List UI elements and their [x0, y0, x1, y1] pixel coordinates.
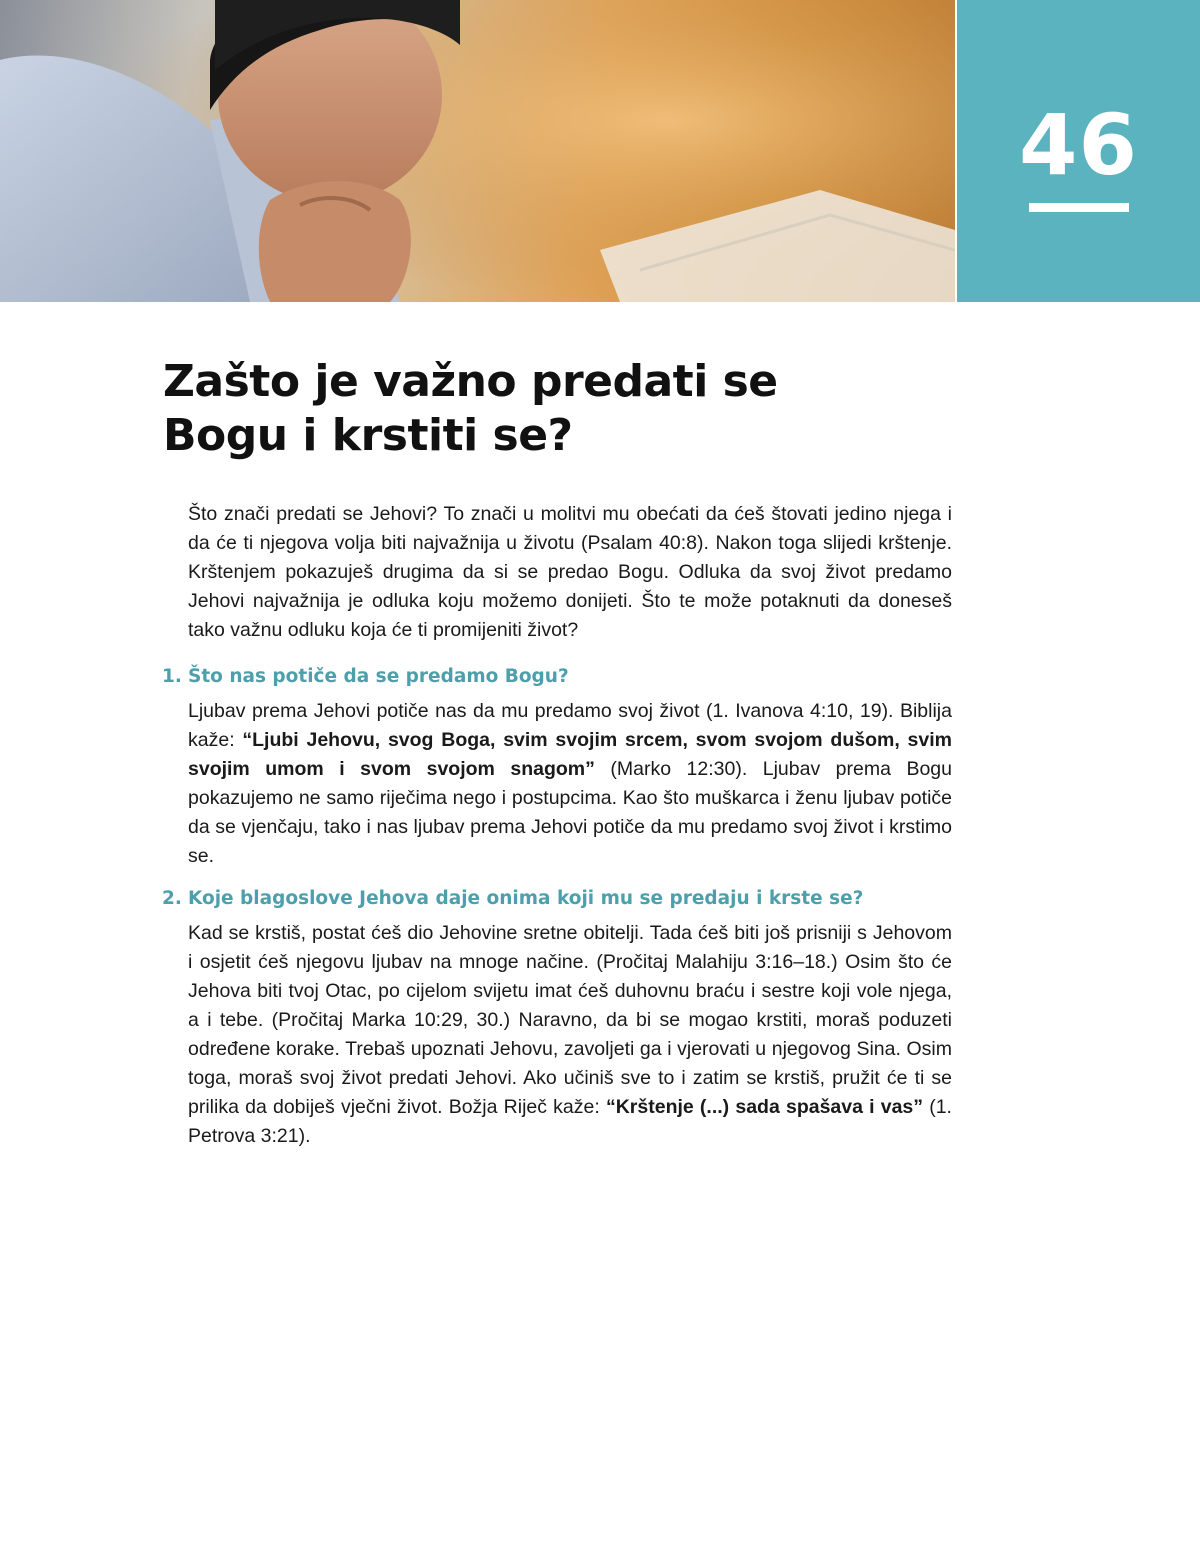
question-heading: [162, 663, 952, 691]
lesson-number: 46: [1019, 96, 1138, 194]
lesson-number-block: [957, 0, 1200, 302]
question-heading: [162, 885, 952, 913]
page-title: [163, 355, 923, 463]
answer-text: (Marko 12:30). Ljubav prema Bogu pokazujemo ne samo riječima nego i postupcima. Kao što muškarca i ženu ljubav potiče da se vjenčaju, tako i nas ljubav prema Jehovi potiče da mu predamo svoj život i krstimo se.: [188, 758, 952, 867]
lesson-content: [162, 500, 952, 1165]
intro-paragraph: Što znači predati se Jehovi? To znači u molitvi mu obećati da ćeš štovati jedino njega i da će ti njegova volja biti najvažnija u životu (Psalam 40:8). Nakon toga slijedi krštenje. Krštenjem pokazuješ drugima da si se predao Bogu. Odluka da svoj život predamo Jehovi najvažnija je odluka koju možemo donijeti. Što te može potaknuti da doneseš tako važnu odluku koja će ti promijeniti život?: [188, 503, 952, 641]
lesson-number-underline: [1029, 203, 1129, 212]
answer-text: (1. Petrova 3:21).: [188, 1096, 952, 1147]
answer-text: Ljubav prema Jehovi potiče nas da mu predamo svoj život (1. Ivanova 4:10, 19). Biblija kaže:: [188, 700, 952, 751]
question-text: Koje blagoslove Jehova daje onima koji mu se predaju i krste se?: [188, 888, 864, 909]
answer-paragraph: [188, 697, 952, 871]
question-number: 1.: [162, 666, 182, 687]
title-line-1: Zašto je važno predati se: [163, 356, 778, 407]
answer-paragraph: [188, 919, 952, 1151]
question-number: 2.: [162, 888, 182, 909]
question-section-1: [162, 663, 952, 871]
scripture-quote: “Ljubi Jehovu, svog Boga, svim svojim srcem, svom svojom dušom, svim svojim umom i svom svojom snagom”: [188, 729, 952, 780]
scripture-quote: “Krštenje (...) sada spašava i vas”: [605, 1096, 924, 1118]
answer-text: Kad se krstiš, postat ćeš dio Jehovine sretne obitelji. Tada ćeš biti još prisniji s Jehovom i osjetit ćeš njegovu ljubav na mnoge načine. (Pročitaj Malahiju 3:16–18.) Osim što će Jehova biti tvoj Otac, po cijelom svijetu imat ćeš duhovnu braću i sestre koji vole njega, a i tebe. (Pročitaj Marka 10:29, 30.) Naravno, da bi se mogao krstiti, moraš poduzeti određene korake. Trebaš upoznati Jehovu, zavoljeti ga i vjerovati u njegovog Sina. Osim toga, moraš svoj život predati Jehovi. Ako učiniš sve to i zatim se krstiš, pružit će ti se prilika da dobiješ vječni život. Božja Riječ kaže:: [188, 922, 952, 1118]
question-section-2: [162, 885, 952, 1151]
man-praying-photo-icon: [0, 0, 955, 302]
hero-photo: [0, 0, 955, 302]
question-text: Što nas potiče da se predamo Bogu?: [188, 666, 569, 687]
title-line-2: Bogu i krstiti se?: [163, 410, 573, 461]
